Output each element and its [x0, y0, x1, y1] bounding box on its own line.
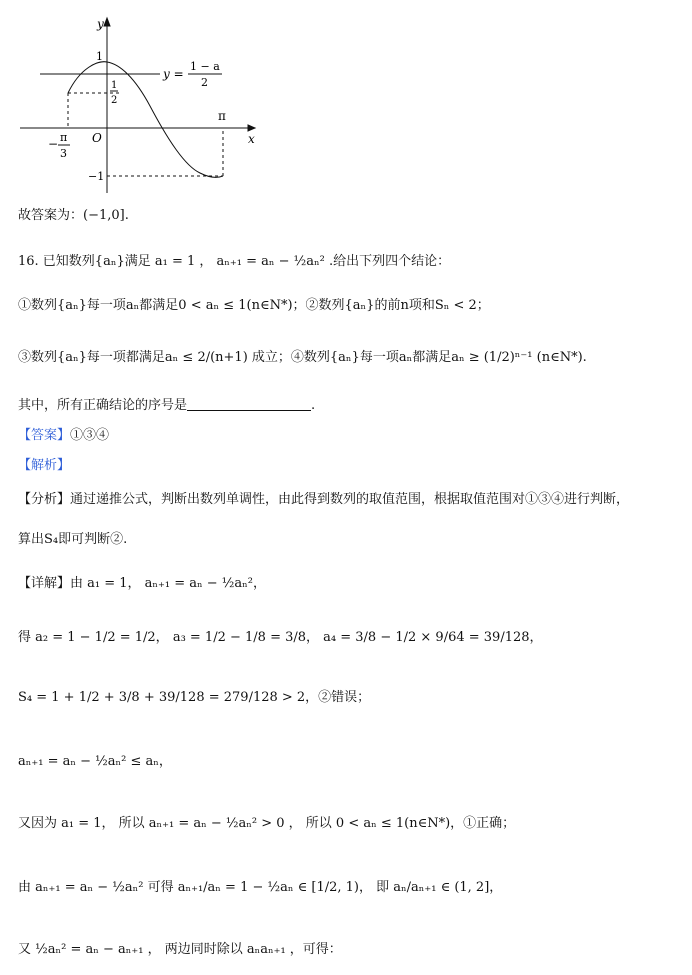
q16-intro: 16. 已知数列{aₙ}满足 a₁ = 1 ， aₙ₊₁ = aₙ − ½aₙ² .给出下列四个结论： — [18, 254, 451, 269]
function-curve — [68, 62, 223, 178]
fenxi-text: 通过递推公式，判断出数列单调性，由此得到数列的取值范围，根据取值范围对①③④进行判断， — [70, 492, 630, 507]
q16-conclusions-1-2: ①数列{aₙ}每一项aₙ都满足0 < aₙ ≤ 1(n∈N*)；②数列{aₙ}的前n项和Sₙ < 2； — [18, 298, 490, 313]
fenxi-tag: 【分析】 — [18, 492, 71, 507]
tick-negpi-den: 3 — [60, 147, 67, 160]
tick-negpi-num: π — [60, 131, 68, 144]
detail-4: aₙ₊₁ = aₙ − ½aₙ² ≤ aₙ， — [18, 754, 172, 769]
q16-question: 其中，所有正确结论的序号是 . — [18, 398, 316, 413]
y-axis-label: y — [97, 17, 104, 31]
fenxi-text-2: 算出S₄即可判断②. — [18, 532, 128, 547]
x-axis-label: x — [248, 132, 255, 146]
answer-tag: 【答案】 — [18, 428, 71, 443]
line-label-num: 1 − a — [190, 60, 220, 73]
detail-5: 又因为 a₁ = 1， 所以 aₙ₊₁ = aₙ − ½aₙ² > 0 ， 所以 0 < aₙ ≤ 1(n∈N*)，①正确； — [18, 816, 516, 831]
tick-neg1-label: −1 — [88, 170, 105, 183]
detail-tag: 【详解】 — [18, 576, 71, 591]
analysis-tag: 【解析】 — [18, 458, 71, 473]
q16-conclusions-3-4: ③数列{aₙ}每一项都满足aₙ ≤ 2/(n+1) 成立；④数列{aₙ}每一项aₙ都满足aₙ ≥ (1/2)ⁿ⁻¹ (n∈N*). — [18, 350, 587, 365]
detail-6: 由 aₙ₊₁ = aₙ − ½aₙ² 可得 aₙ₊₁/aₙ = 1 − ½aₙ ∈ [1/2, 1)， 即 aₙ/aₙ₊₁ ∈ (1, 2]， — [18, 880, 503, 895]
detail-3: S₄ = 1 + 1/2 + 3/8 + 39/128 = 279/128 > 2，②错误； — [18, 690, 371, 705]
q16-question-text: 其中，所有正确结论的序号是 — [18, 398, 188, 413]
function-graph — [10, 8, 290, 203]
detail-1: 由 a₁ = 1， aₙ₊₁ = aₙ − ½aₙ²， — [70, 576, 266, 591]
line-label-prefix: y = — [163, 67, 184, 81]
tick-negpi-sign: − — [48, 137, 59, 151]
y-axis-arrow — [104, 18, 110, 26]
answer-line: 故答案为：(−1,0]. — [18, 208, 129, 223]
answer-row — [18, 426, 109, 446]
tick-pi-label: π — [218, 109, 226, 123]
tick-1-label: 1 — [96, 50, 103, 63]
detail-2: 得 a₂ = 1 − 1/2 = 1/2， a₃ = 1/2 − 1/8 = 3/8， a₄ = 3/8 − 1/2 × 9/64 = 39/128， — [18, 630, 543, 645]
detail-7: 又 ½aₙ² = aₙ − aₙ₊₁ ， 两边同时除以 aₙaₙ₊₁ ，可得： — [18, 942, 342, 957]
tick-half-num: 1 — [111, 80, 118, 91]
origin-label: O — [92, 131, 102, 145]
answer-blank — [187, 396, 311, 411]
fenxi-row — [18, 490, 629, 510]
line-label-den: 2 — [201, 76, 208, 89]
answer-value: ①③④ — [70, 428, 110, 443]
x-axis-arrow — [248, 125, 255, 131]
tick-half-den: 2 — [111, 95, 118, 106]
detail-row-1 — [18, 574, 266, 594]
